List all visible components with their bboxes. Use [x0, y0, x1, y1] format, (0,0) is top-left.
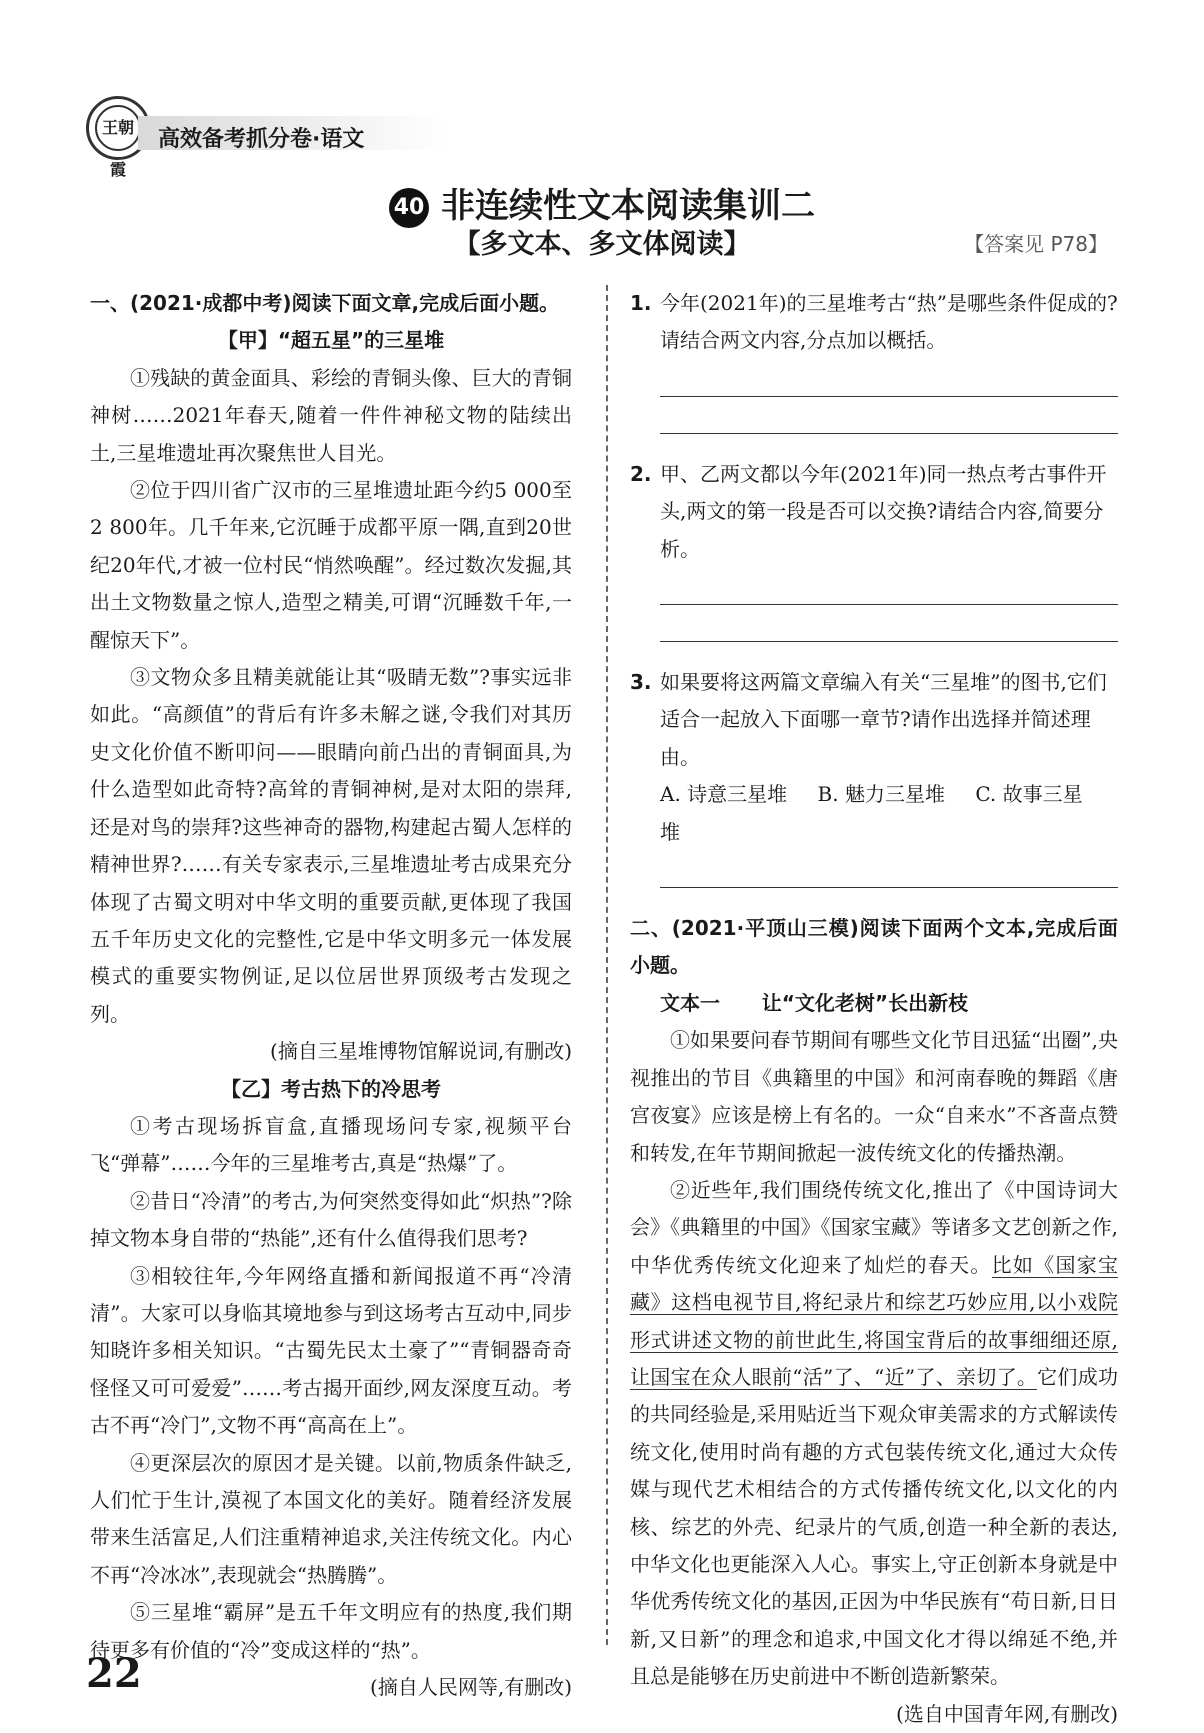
text-jia-title: 【甲】“超五星”的三星堆	[217, 328, 445, 353]
question-number: 2.	[630, 461, 652, 486]
text-yi-title: 【乙】考古热下的冷思考	[221, 1076, 441, 1101]
answer-line[interactable]	[660, 397, 1118, 434]
page-subtitle: 【多文本、多文体阅读】	[453, 229, 751, 260]
jia-paragraph: ①残缺的黄金面具、彩绘的青铜头像、巨大的青铜神树……2021年春天,随着一件件神秘文物的陆续出土,三星堆遗址再次聚焦世人目光。	[90, 365, 572, 465]
question-2	[630, 456, 1118, 568]
yi-paragraph: ①考古现场拆盲盒,直播现场问专家,视频平台飞“弹幕”……今年的三星堆考古,真是“热爆”了。	[90, 1113, 572, 1176]
yi-paragraph: ④更深层次的原因才是关键。以前,物质条件缺乏,人们忙于生计,漠视了本国文化的美好。随着经济发展带来生活富足,人们注重精神追求,关注传统文化。内心不再“冷冰冰”,表现就会“热腾腾”。	[90, 1450, 572, 1587]
section-one-heading: 一、(2021·成都中考)阅读下面文章,完成后面小题。	[90, 291, 560, 315]
answer-reference: 【答案见 P78】	[964, 232, 1108, 256]
underlined-sentence: 比如《国家宝藏》这档电视节目,将纪录片和综艺巧妙应用,以小戏院形式讲述文物的前世此生,将国宝背后的故事细细还原,让国宝在众人眼前“活”了、“近”了、亲切了。	[630, 1252, 1119, 1389]
text-one-source: (选自中国青年网,有删改)	[896, 1701, 1118, 1726]
question-text: 今年(2021年)的三星堆考古“热”是哪些条件促成的?请结合两文内容,分点加以概括。	[660, 291, 1118, 353]
answer-line[interactable]	[660, 851, 1118, 888]
question-text: 甲、乙两文都以今年(2021年)同一热点考古事件开头,两文的第一段是否可以交换?请结合内容,简要分析。	[660, 461, 1107, 561]
option-b: B. 魅力三星堆	[817, 782, 945, 807]
question-1	[630, 285, 1118, 360]
yi-paragraph: ⑤三星堆“霸屏”是五千年文明应有的热度,我们期待更多有价值的“冷”变成这样的“热”。	[90, 1600, 572, 1662]
question-3-options	[630, 776, 1118, 851]
option-a: A. 诗意三星堆	[660, 782, 788, 807]
answer-line[interactable]	[660, 360, 1118, 397]
question-number: 3.	[630, 670, 652, 695]
jia-paragraph: ②位于四川省广汉市的三星堆遗址距今约5 000至2 800年。几千年来,它沉睡于成都平原一隅,直到20世纪20年代,才被一位村民“悄然唤醒”。经过数次发掘,其出土文物数量之惊人,造型之精美,可谓“沉睡数千年,一醒惊天下”。	[90, 478, 572, 652]
answer-line[interactable]	[660, 568, 1118, 605]
yi-source: (摘自人民网等,有删改)	[370, 1675, 572, 1700]
column-divider	[606, 285, 608, 1645]
logo-text: 王朝霞	[95, 105, 141, 151]
page-header	[86, 110, 1126, 179]
jia-paragraph: ③文物众多且精美就能让其“吸睛无数”?事实远非如此。“高颜值”的背后有许多未解之谜,令我们对其历史文化价值不断叩问——眼睛向前凸出的青铜面具,为什么造型如此奇特?高耸的青铜神树,是对太阳的崇拜,还是对鸟的崇拜?这些神奇的器物,构建起古蜀人怎样的精神世界?……有关专家表示,三星堆遗址考古成果充分体现了古蜀文明对中华文明的重要贡献,更体现了我国五千年历史文化的完整性,它是中华文明多元一体发展模式的重要实物例证,足以位居世界顶级考古发现之列。	[90, 665, 572, 1026]
page-title	[0, 178, 1204, 228]
answer-line[interactable]	[660, 605, 1118, 642]
right-column	[630, 285, 1118, 1733]
yi-paragraph: ②昔日“冷清”的考古,为何突然变得如此“炽热”?除掉文物本身自带的“热能”,还有什么值得我们思考?	[90, 1188, 572, 1251]
book-title: 高效备考抓分卷·语文	[158, 127, 365, 152]
yi-paragraph: ③相较往年,今年网络直播和新闻报道不再“冷清清”。大家可以身临其境地参与到这场考古互动中,同步知晓许多相关知识。“古蜀先民太土豪了”“青铜器奇奇怪怪又可可爱爱”……考古揭开面纱,网友深度互动。考古不再“冷门”,文物不再“高高在上”。	[90, 1263, 572, 1438]
page-number: 22	[86, 1650, 142, 1697]
text-one-paragraph	[630, 1172, 1118, 1696]
jia-source: (摘自三星堆博物馆解说词,有删改)	[270, 1039, 572, 1064]
section-two-heading: 二、(2021·平顶山三模)阅读下面两个文本,完成后面小题。	[630, 916, 1118, 978]
question-number: 1.	[630, 291, 652, 315]
left-column	[90, 285, 572, 1706]
unit-number-badge: 40	[389, 188, 429, 228]
option-c: C. 故事三星堆	[660, 782, 1083, 844]
title-text: 非连续性文本阅读集训二	[441, 186, 815, 226]
question-3	[630, 664, 1118, 776]
paragraph-part: 它们成功的共同经验是,采用贴近当下观众审美需求的方式解读传统文化,使用时尚有趣的方式包装传统文化,通过大众传媒与现代艺术相结合的方式传播传统文化,以文化的内核、综艺的外壳、纪录片的气质,创造一种全新的表达,中华文化也更能深入人心。事实上,守正创新本身就是中华优秀传统文化的基因,正因为中华民族有“苟日新,日日新,又日新”的理念和追求,中国文化才得以绵延不绝,并且总是能够在历史前进中不断创造新繁荣。	[630, 1364, 1118, 1689]
paragraph-part: ②近些年,我们围绕传统文化,推出了《中国诗词大会》《典籍里的中国》《国家宝藏》等诸多文艺创新之作,中华优秀传统文化迎来了灿烂的春天。	[630, 1177, 1118, 1277]
text-one-title: 文本一 让“文化老树”长出新枝	[660, 990, 969, 1015]
text-one-paragraph: ①如果要问春节期间有哪些文化节目迅猛“出圈”,央视推出的节目《典籍里的中国》和河南春晚的舞蹈《唐宫夜宴》应该是榜上有名的。一众“自来水”不吝啬点赞和转发,在年节期间掀起一波传统文化的传播热潮。	[630, 1028, 1118, 1165]
question-text: 如果要将这两篇文章编入有关“三星堆”的图书,它们适合一起放入下面哪一章节?请作出选择并简述理由。	[660, 670, 1107, 769]
